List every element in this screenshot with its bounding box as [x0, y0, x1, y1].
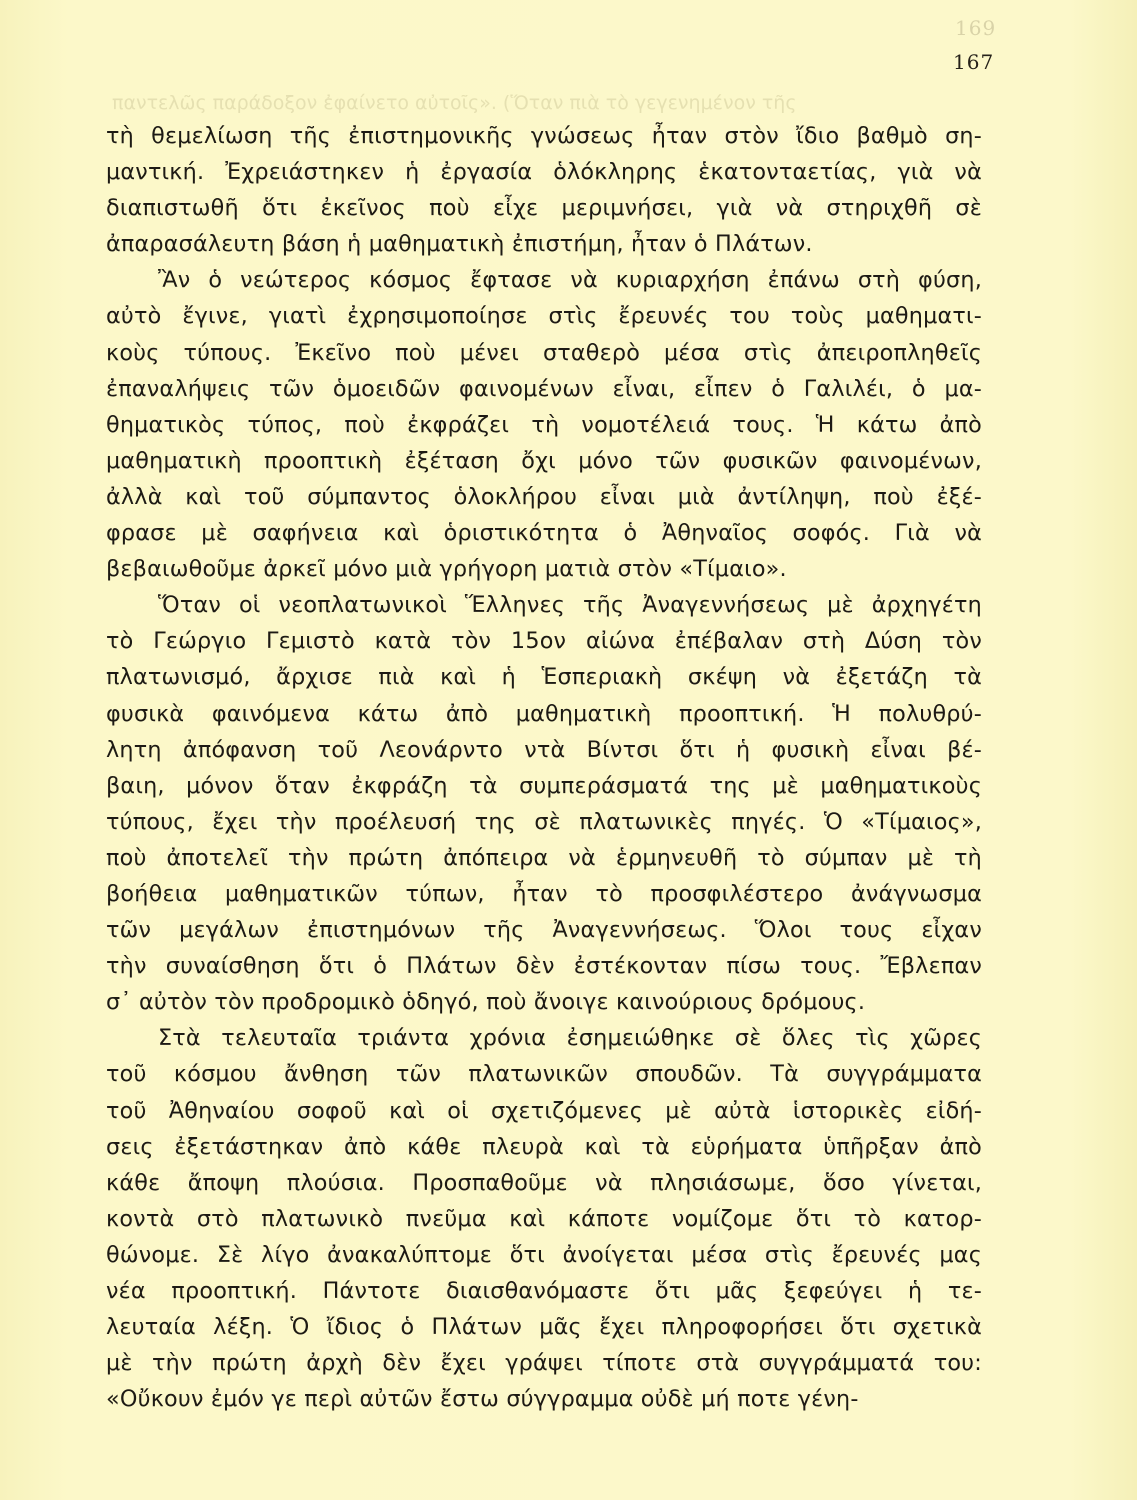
bleed-through-line: παντελῶς παράδοξον ἐφαίνετο αὐτοῖς». (Ὅταν πιὰ τὸ γεγενημένον τῆς: [112, 92, 797, 114]
text-line: κοντὰ στὸ πλατωνικὸ πνεῦμα καὶ κάποτε νομίζομε ὅτι τὸ κατορ-: [106, 1205, 982, 1232]
text-line: μὲ τὴν πρώτη ἀρχὴ δὲν ἔχει γράψει τίποτε στὰ συγγράμματά του:: [106, 1350, 982, 1377]
text-line: φυσικὰ φαινόμενα κάτω ἀπὸ μαθηματικὴ προοπτική. Ἡ πολυθρύ-: [106, 700, 982, 727]
text-line: Ἂν ὁ νεώτερος κόσμος ἔφτασε νὰ κυριαρχήση ἐπάνω στὴ φύση,: [158, 267, 982, 294]
text-line: σεις ἐξετάστηκαν ἀπὸ κάθε πλευρὰ καὶ τὰ εὑρήματα ὑπῆρξαν ἀπὸ: [106, 1133, 982, 1160]
paragraph: [106, 1020, 982, 1417]
text-line: Στὰ τελευταῖα τριάντα χρόνια ἐσημειώθηκε σὲ ὅλες τὶς χῶρες: [158, 1025, 982, 1052]
text-line: ἐπαναλήψεις τῶν ὁμοειδῶν φαινομένων εἶναι, εἶπεν ὁ Γαλιλέι, ὁ μα-: [106, 375, 982, 402]
text-line: τὴ θεμελίωση τῆς ἐπιστημονικῆς γνώσεως ἦταν στὸν ἴδιο βαθμὸ ση-: [106, 123, 982, 149]
text-line: τὸ Γεώργιο Γεμιστὸ κατὰ τὸν 15ον αἰώνα ἐπέβαλαν στὴ Δύση τὸν: [106, 628, 982, 655]
text-line: κοὺς τύπους. Ἐκεῖνο ποὺ μένει σταθερὸ μέσα στὶς ἀπειροπληθεῖς: [106, 339, 982, 366]
text-line: τοῦ κόσμου ἄνθηση τῶν πλατωνικῶν σπουδῶν. Τὰ συγγράμματα: [106, 1061, 982, 1088]
text-line: τύπους, ἔχει τὴν προέλευσή της σὲ πλατωνικὲς πηγές. Ὁ «Τίμαιος»,: [106, 808, 982, 835]
text-line: ἀπαρασάλευτη βάση ἡ μαθηματικὴ ἐπιστήμη, ἦταν ὁ Πλάτων.: [106, 231, 813, 258]
text-line: τὴν συναίσθηση ὅτι ὁ Πλάτων δὲν ἐστέκονταν πίσω τους. Ἔβλεπαν: [106, 953, 982, 980]
text-line: μαθηματικὴ προοπτικὴ ἐξέταση ὄχι μόνο τῶν φυσικῶν φαινομένων,: [106, 447, 982, 474]
text-line: ἀλλὰ καὶ τοῦ σύμπαντος ὁλοκλήρου εἶναι μιὰ ἀντίληψη, ποὺ ἐξέ-: [106, 483, 982, 510]
text-line: Ὅταν οἱ νεοπλατωνικοὶ Ἕλληνες τῆς Ἀναγεννήσεως μὲ ἀρχηγέτη: [158, 592, 982, 619]
page-number: 167: [953, 50, 995, 74]
text-line: λευταία λέξη. Ὁ ἴδιος ὁ Πλάτων μᾶς ἔχει πληροφορήσει ὅτι σχετικὰ: [106, 1314, 982, 1341]
text-line: θηματικὸς τύπος, ποὺ ἐκφράζει τὴ νομοτέλειά τους. Ἡ κάτω ἀπὸ: [106, 411, 982, 438]
text-line: φρασε μὲ σαφήνεια καὶ ὁριστικότητα ὁ Ἀθηναῖος σοφός. Γιὰ νὰ: [106, 520, 982, 547]
text-line: βαιη, μόνον ὅταν ἐκφράζη τὰ συμπεράσματά της μὲ μαθηματικοὺς: [106, 772, 982, 799]
text-line: ποὺ ἀποτελεῖ τὴν πρώτη ἀπόπειρα νὰ ἑρμηνευθῆ τὸ σύμπαν μὲ τὴ: [106, 844, 982, 871]
text-line: θώνομε. Σὲ λίγο ἀνακαλύπτομε ὅτι ἀνοίγεται μέσα στὶς ἔρευνές μας: [106, 1241, 982, 1268]
text-line: λητη ἀπόφανση τοῦ Λεονάρντο ντὰ Βίντσι ὅτι ἡ φυσικὴ εἶναι βέ-: [106, 736, 982, 763]
paragraph: [106, 587, 982, 1020]
text-line: βεβαιωθοῦμε ἀρκεῖ μόνο μιὰ γρήγορη ματιὰ στὸν «Τίμαιο».: [106, 556, 787, 583]
text-line: «Οὔκουν ἐμόν γε περὶ αὐτῶν ἔστω σύγγραμμα οὐδὲ μή ποτε γένη-: [106, 1386, 859, 1413]
text-line: διαπιστωθῆ ὅτι ἐκεῖνος ποὺ εἶχε μεριμνήσει, γιὰ νὰ στηριχθῆ σὲ: [106, 195, 982, 222]
text-line: πλατωνισμό, ἄρχισε πιὰ καὶ ἡ Ἑσπεριακὴ σκέψη νὰ ἐξετάζη τὰ: [106, 664, 982, 691]
bleed-through-page-number: 169: [955, 16, 997, 40]
text-line: μαντική. Ἐχρειάστηκεν ἡ ἐργασία ὁλόκληρης ἑκατονταετίας, γιὰ νὰ: [106, 159, 982, 186]
text-line: τοῦ Ἀθηναίου σοφοῦ καὶ οἱ σχετιζόμενες μὲ αὐτὰ ἱστορικὲς εἰδή-: [106, 1097, 982, 1124]
text-line: αὐτὸ ἔγινε, γιατὶ ἐχρησιμοποίησε στὶς ἔρευνές του τοὺς μαθηματι-: [106, 303, 982, 330]
body-text: [106, 118, 982, 1417]
text-line: νέα προοπτική. Πάντοτε διαισθανόμαστε ὅτι μᾶς ξεφεύγει ἡ τε-: [106, 1278, 982, 1304]
text-line: σ᾿ αὐτὸν τὸν προδρομικὸ ὁδηγό, ποὺ ἄνοιγε καινούριους δρόμους.: [106, 989, 866, 1016]
paragraph: [106, 118, 982, 262]
text-line: βοήθεια μαθηματικῶν τύπων, ἦταν τὸ προσφιλέστερο ἀνάγνωσμα: [106, 880, 982, 907]
text-line: τῶν μεγάλων ἐπιστημόνων τῆς Ἀναγεννήσεως. Ὅλοι τους εἶχαν: [106, 917, 982, 944]
paragraph: [106, 262, 982, 587]
text-line: κάθε ἄποψη πλούσια. Προσπαθοῦμε νὰ πλησιάσωμε, ὅσο γίνεται,: [106, 1169, 982, 1196]
